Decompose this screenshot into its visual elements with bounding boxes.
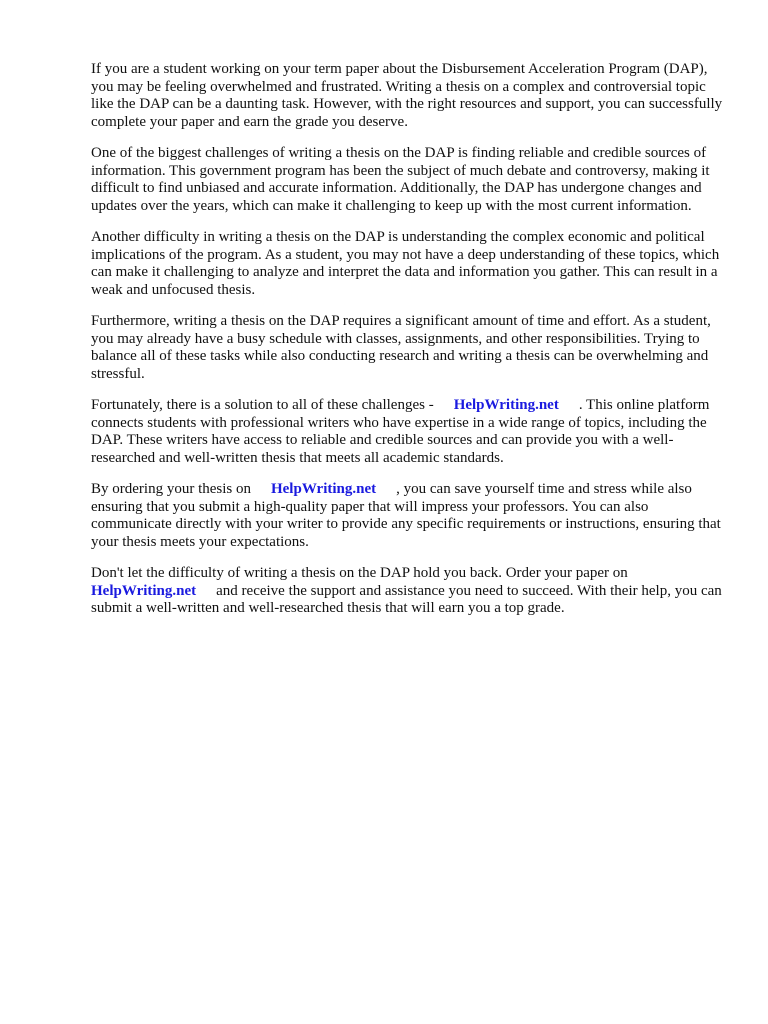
paragraph-implications-challenge: Another difficulty in writing a thesis on the DAP is understanding the complex economic and political implications of the program. As a student, you may not have a deep understanding of these topics, which can make it challenging to analyze and interpret the data and information you gather. This can result in a weak and unfocused thesis. (91, 229, 720, 298)
document-body (91, 61, 723, 632)
paragraph-intro: If you are a student working on your term paper about the Disbursement Acceleration Program (DAP), you may be feeling overwhelmed and frustrated. Writing a thesis on a complex and controversial topic like the DAP can be a daunting task. However, with the right resources and support, you can successfully complete your paper and earn the grade you deserve. (91, 61, 723, 130)
paragraph-call-to-action (91, 565, 723, 618)
paragraph-ordering-text-before: By ordering your thesis on (91, 481, 251, 497)
paragraph-ordering-text-after: , you can save yourself time and stress while also ensuring that you submit a high-quality paper that will impress your professors. You can also communicate directly with your writer to provide any specific requirements or instructions, ensuring that your thesis meets your expectations. (91, 481, 721, 550)
paragraph-cta-text-after: and receive the support and assistance you need to succeed. With their help, you can submit a well-written and well-researched thesis that will earn you a top grade. (91, 582, 722, 616)
paragraph-solution-text-after: . This online platform connects students with professional writers who have expertise in a wide range of topics, including the DAP. These writers have access to reliable and credible sources and can provide you with a well-researched and well-written thesis that meets all academic standards. (91, 397, 710, 466)
paragraph-solution (91, 397, 723, 467)
helpwriting-link[interactable]: HelpWriting.net (91, 582, 197, 599)
paragraph-ordering (91, 481, 723, 551)
helpwriting-link[interactable]: HelpWriting.net (270, 481, 377, 497)
paragraph-solution-text-before: Fortunately, there is a solution to all of these challenges - (91, 397, 434, 413)
helpwriting-link[interactable]: HelpWriting.net (453, 397, 559, 413)
paragraph-sources-challenge: One of the biggest challenges of writing a thesis on the DAP is finding reliable and credible sources of information. This government program has been the subject of much debate and controversy, making it difficult to find unbiased and accurate information. Additionally, the DAP has undergone changes and updates over the years, which can make it challenging to keep up with the most current information. (91, 145, 710, 214)
paragraph-time-challenge: Furthermore, writing a thesis on the DAP requires a significant amount of time and effort. As a student, you may already have a busy schedule with classes, assignments, and other responsibilities. Trying to balance all of these tasks while also conducting research and writing a thesis can be overwhelming and stressful. (91, 313, 711, 382)
paragraph-cta-text-before: Don't let the difficulty of writing a thesis on the DAP hold you back. Order your paper on (91, 565, 628, 581)
